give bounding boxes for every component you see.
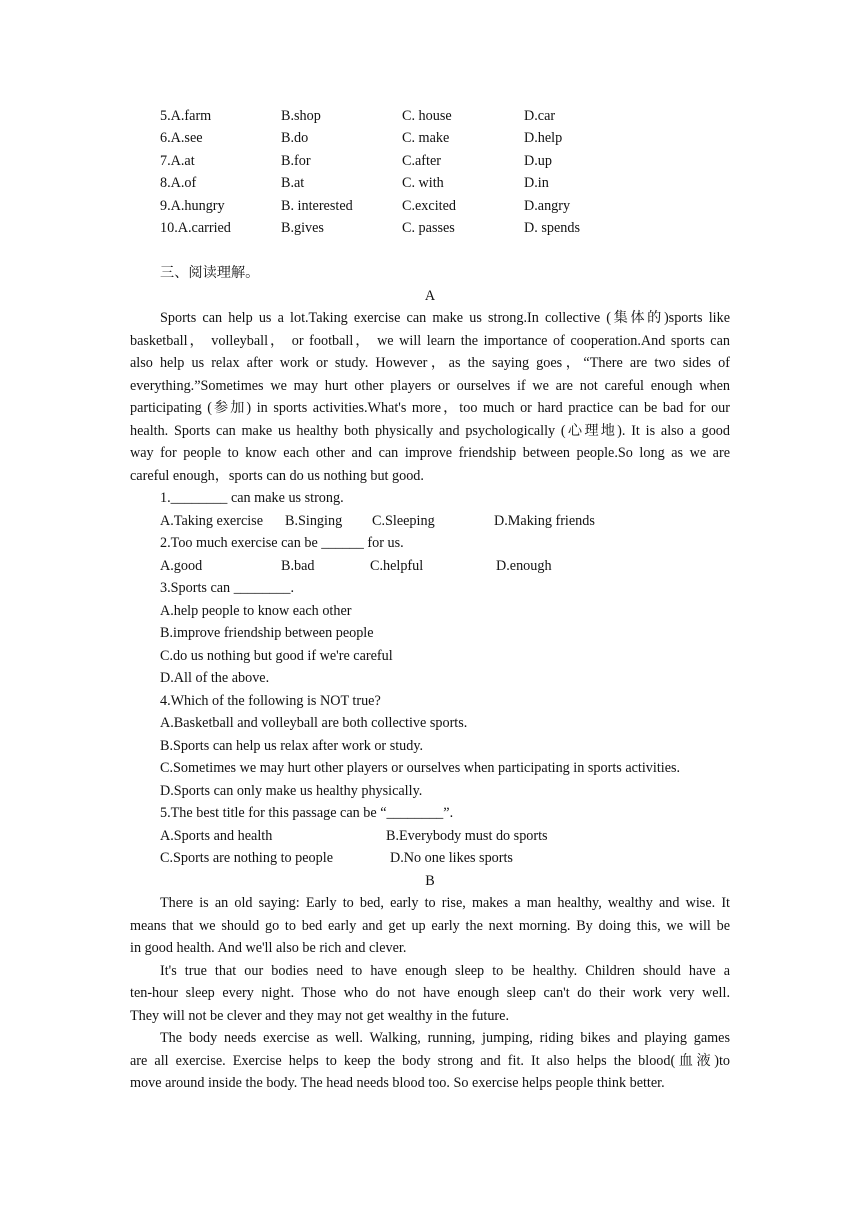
passage-a-line: Sports can help us a lot.Taking exercise can make us strong.In collective (集体的)sports like xyxy=(160,310,730,326)
passage-a-line: careful enough，sports can do us nothing but good. xyxy=(130,468,424,484)
option-a: 10.A.carried xyxy=(160,220,231,236)
option-a: A.Sports and health xyxy=(160,828,273,844)
question-4-option-d: D.Sports can only make us healthy physically. xyxy=(160,783,423,799)
option-b: B.for xyxy=(281,153,311,169)
section-title: 三、阅读理解。 xyxy=(160,265,260,281)
question-3-option-d: D.All of the above. xyxy=(160,670,270,686)
option-a: 7.A.at xyxy=(160,153,195,169)
option-b: B. interested xyxy=(281,198,353,214)
option-d: D.car xyxy=(524,108,556,124)
question-1: 1.________ can make us strong. xyxy=(160,490,344,506)
passage-b-line: It's true that our bodies need to have enough sleep to be healthy. Children should have a xyxy=(160,963,730,979)
option-a: 5.A.farm xyxy=(160,108,212,124)
passage-a-line: basketball， volleyball， or football， we will learn the importance of cooperation.And sports can xyxy=(130,333,730,349)
question-4-option-c: C.Sometimes we may hurt other players or ourselves when participating in sports activities. xyxy=(160,760,681,776)
option-a: 9.A.hungry xyxy=(160,198,225,214)
option-c: C. passes xyxy=(402,220,455,236)
option-c: C.Sleeping xyxy=(372,513,435,529)
option-d: D.enough xyxy=(496,558,552,574)
option-d: D. spends xyxy=(524,220,580,236)
option-c: C.excited xyxy=(402,198,456,214)
option-c: C. with xyxy=(402,175,444,191)
passage-b-line: in good health. And we'll also be rich and clever. xyxy=(130,940,407,956)
option-d: D.angry xyxy=(524,198,571,214)
question-3-option-b: B.improve friendship between people xyxy=(160,625,374,641)
passage-b-line: means that we should go to bed early and get up early the next morning. By doing this, we will be xyxy=(130,918,730,934)
option-c: C.Sports are nothing to people xyxy=(160,850,333,866)
passage-b-line: They will not be clever and they may not get wealthy in the future. xyxy=(130,1008,510,1024)
question-1-options xyxy=(160,510,595,532)
option-a: 8.A.of xyxy=(160,175,197,191)
passage-b-line: are all exercise. Exercise helps to keep the body strong and fit. It also helps the blood(血液)to xyxy=(130,1053,730,1069)
passage-b-line: The body needs exercise as well. Walking, running, jumping, riding bikes and playing games xyxy=(160,1030,730,1046)
option-d: D.in xyxy=(524,175,549,191)
passage-a-line: also help us relax after work or study. However，as the saying goes，“There are two sides of xyxy=(130,355,730,371)
passage-b-line: ten-hour sleep every night. Those who do not have enough sleep can't do their work very well. xyxy=(130,985,730,1001)
option-b: B.bad xyxy=(281,558,315,574)
passage-a-line: participating (参加) in sports activities.What's more，too much or hard practice can be bad for our xyxy=(130,400,730,416)
option-c: C. house xyxy=(402,108,452,124)
passage-b-line: There is an old saying: Early to bed, early to rise, makes a man healthy, wealthy and wise. It xyxy=(160,895,730,911)
passage-b-heading: B xyxy=(425,873,435,889)
question-3-option-c: C.do us nothing but good if we're careful xyxy=(160,648,393,664)
question-4-option-a: A.Basketball and volleyball are both collective sports. xyxy=(160,715,468,731)
question-5-options-row-1 xyxy=(160,825,580,847)
question-2: 2.Too much exercise can be ______ for us. xyxy=(160,535,404,551)
question-3-option-a: A.help people to know each other xyxy=(160,603,352,619)
option-d: D.Making friends xyxy=(494,513,595,529)
question-2-options xyxy=(160,555,580,577)
passage-a-line: way for people to know each other and can improve friendship between people.So long as we are xyxy=(130,445,730,461)
question-4-option-b: B.Sports can help us relax after work or study. xyxy=(160,738,424,754)
option-c: C.helpful xyxy=(370,558,424,574)
option-c: C.after xyxy=(402,153,441,169)
question-3: 3.Sports can ________. xyxy=(160,580,294,596)
option-d: D.help xyxy=(524,130,563,146)
option-b: B.gives xyxy=(281,220,324,236)
passage-a-line: everything.”Sometimes we may hurt other players or ourselves if we are not careful enough when xyxy=(130,378,730,394)
option-d: D.up xyxy=(524,153,552,169)
option-b: B.at xyxy=(281,175,305,191)
option-a: A.good xyxy=(160,558,203,574)
passage-a-heading: A xyxy=(424,288,436,304)
question-4: 4.Which of the following is NOT true? xyxy=(160,693,381,709)
option-d: D.No one likes sports xyxy=(390,850,513,866)
option-b: B.Everybody must do sports xyxy=(386,828,548,844)
option-b: B.Singing xyxy=(285,513,343,529)
question-5-options-row-2 xyxy=(160,847,580,869)
passage-a-line: health. Sports can make us healthy both physically and psychologically (心理地). It is also a good xyxy=(130,423,730,439)
passage-b-line: move around inside the body. The head needs blood too. So exercise helps people think better. xyxy=(130,1075,665,1091)
option-b: B.do xyxy=(281,130,309,146)
option-c: C. make xyxy=(402,130,450,146)
option-b: B.shop xyxy=(281,108,321,124)
option-a: 6.A.see xyxy=(160,130,203,146)
option-a: A.Taking exercise xyxy=(160,513,264,529)
question-5: 5.The best title for this passage can be “________”. xyxy=(160,805,454,821)
